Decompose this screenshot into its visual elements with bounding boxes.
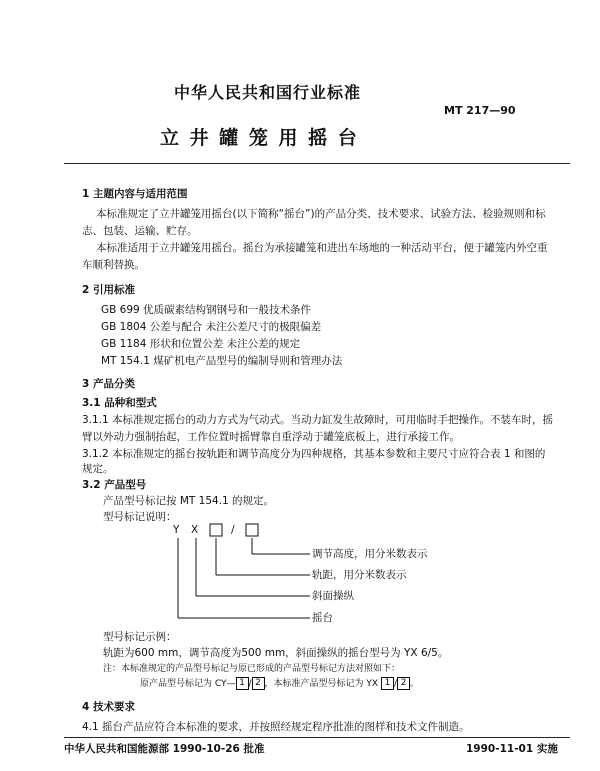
reference-item: MT 154.1 煤矿机电产品型号的编制导则和管理办法 xyxy=(101,355,343,367)
section-1-para-1b: 志、包装、运输、贮存。 xyxy=(82,225,198,237)
note-line-1: 注：本标准规定的产品型号标记与原已形成的产品型号标记方法对照如下： xyxy=(103,664,401,674)
section-3-1-1a: 3.1.1 本标准规定摇台的动力方式为气动式。当动力缸发生故障时，可用临时手把操作。不装车时，摇 xyxy=(82,414,554,426)
document-title: 立 井 罐 笼 用 摇 台 xyxy=(160,127,359,149)
note-box-height: 2 xyxy=(252,677,265,690)
section-1-para-2b: 车顺利替换。 xyxy=(82,259,145,271)
footer-divider xyxy=(64,737,570,738)
section-1-para-1a: 本标准规定了立井罐笼用摇台(以下简称“摇台”)的产品分类、技术要求、试验方法、检验规则和标 xyxy=(96,208,546,220)
standard-code: MT 217—90 xyxy=(444,104,516,117)
example-title: 型号标记示例： xyxy=(103,631,177,643)
note-old-model: 原产品型号标记为 CY— xyxy=(140,679,236,689)
section-4-heading: 4 技术要求 xyxy=(82,701,135,713)
note-line-2: 原产品型号标记为 CY— 1 / 2 ，本标准产品型号标记为 YX 1 / 2 。 xyxy=(140,678,420,689)
model-letter-x: X xyxy=(191,524,199,536)
approval-date: 中华人民共和国能源部 1990-10-26 批准 xyxy=(64,743,265,755)
label-track-gauge: 轨距，用分米数表示 xyxy=(312,569,407,581)
note-box-height-new: 2 xyxy=(397,677,410,690)
reference-item: GB 699 优质碳素结构钢钢号和一般技术条件 xyxy=(101,304,312,316)
gauge-code-box xyxy=(246,524,258,536)
section-3-2-text: 产品型号标记按 MT 154.1 的规定。 xyxy=(103,495,275,507)
section-3-1-heading: 3.1 品种和型式 xyxy=(82,397,157,409)
model-slash: / xyxy=(231,524,235,536)
note-end: 。 xyxy=(410,679,420,689)
height-code-box xyxy=(210,524,222,536)
reference-item: GB 1184 形状和位置公差 未注公差的规定 xyxy=(101,338,301,350)
note-box-gauge: 1 xyxy=(236,677,249,690)
section-1-para-2a: 本标准适用于立井罐笼用摇台。摇台为承接罐笼和进出车场地的一种活动平台，便于罐笼内外空重 xyxy=(96,242,548,254)
section-3-1-2b: 规定。 xyxy=(82,463,114,475)
label-incline-control: 斜面操纵 xyxy=(312,590,354,602)
label-adjust-height: 调节高度，用分米数表示 xyxy=(312,548,428,560)
header-divider xyxy=(64,163,570,164)
model-letter-y: Y xyxy=(173,524,180,536)
section-3-heading: 3 产品分类 xyxy=(82,378,135,390)
reference-item: GB 1804 公差与配合 未注公差尺寸的极限偏差 xyxy=(101,321,322,333)
label-platform: 摇台 xyxy=(312,612,333,624)
section-3-1-2a: 3.1.2 本标准规定的摇台按轨距和调节高度分为四种规格，其基本参数和主要尺寸应符合表 1 和图的 xyxy=(82,448,546,460)
standard-type: 中华人民共和国行业标准 xyxy=(174,83,362,102)
section-4-1: 4.1 摇台产品应符合本标准的要求，并按照经规定程序批准的图样和技术文件制造。 xyxy=(82,721,470,733)
section-3-2-heading: 3.2 产品型号 xyxy=(82,479,147,491)
model-notation-caption: 型号标记说明： xyxy=(103,511,177,523)
note-box-gauge-new: 1 xyxy=(381,677,394,690)
note-new-model: ，本标准产品型号标记为 YX xyxy=(264,679,379,689)
example-text: 轨距为600 mm，调节高度为500 mm，斜面操纵的摇台型号为 YX 6/5。 xyxy=(103,647,449,659)
section-3-1-1b: 臂以外动力强制抬起，工作位置时摇臂靠自重浮动于罐笼底板上，进行承接工作。 xyxy=(82,431,460,443)
section-1-heading: 1 主题内容与适用范围 xyxy=(82,188,188,200)
model-designation-diagram xyxy=(150,514,450,638)
section-2-heading: 2 引用标准 xyxy=(82,284,135,296)
effective-date: 1990-11-01 实施 xyxy=(466,743,558,755)
